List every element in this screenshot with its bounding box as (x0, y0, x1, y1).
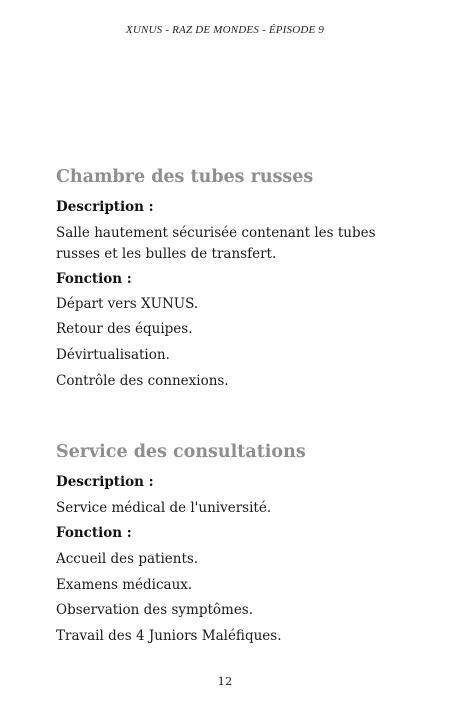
function-label: Fonction : (56, 271, 132, 287)
function-item-1 (56, 295, 401, 313)
section-title: Service des consultations (56, 442, 306, 462)
function-label-chambre (56, 270, 401, 288)
page-number: 12 (217, 674, 233, 688)
function-item: Dévirtualisation. (56, 347, 170, 363)
function-item-3 (56, 346, 401, 364)
function-item-6 (56, 576, 401, 594)
description-label: Description : (56, 199, 154, 215)
function-item: Départ vers XUNUS. (56, 296, 199, 312)
function-item-8 (56, 627, 401, 645)
function-label-consultations (56, 524, 401, 542)
description-text: Service médical de l'université. (56, 500, 272, 516)
function-item: Observation des symptômes. (56, 602, 254, 618)
function-item-2 (56, 320, 401, 338)
section-title: Chambre des tubes russes (56, 167, 314, 187)
function-label: Fonction : (56, 525, 132, 541)
function-item: Examens médicaux. (56, 577, 193, 593)
description-label-chambre (56, 198, 401, 216)
description-text-chambre (56, 223, 401, 265)
section-title-consultations (56, 441, 401, 463)
section-title-chambre (56, 166, 401, 188)
description-text-consultations (56, 499, 401, 517)
description-label-consultations (56, 473, 401, 491)
description-label: Description : (56, 474, 154, 490)
function-item-4 (56, 372, 401, 390)
function-item-5 (56, 550, 401, 568)
function-item-7 (56, 601, 401, 619)
function-item: Travail des 4 Juniors Maléfiques. (56, 628, 282, 644)
function-item: Retour des équipes. (56, 321, 193, 337)
function-item: Accueil des patients. (56, 551, 199, 567)
function-item: Contrôle des connexions. (56, 373, 229, 389)
running-header: XUNUS - RAZ DE MONDES - ÉPISODE 9 (125, 24, 325, 36)
description-text: Salle hautement sécurisée contenant les tubes russes et les bulles de transfert. (56, 225, 376, 262)
